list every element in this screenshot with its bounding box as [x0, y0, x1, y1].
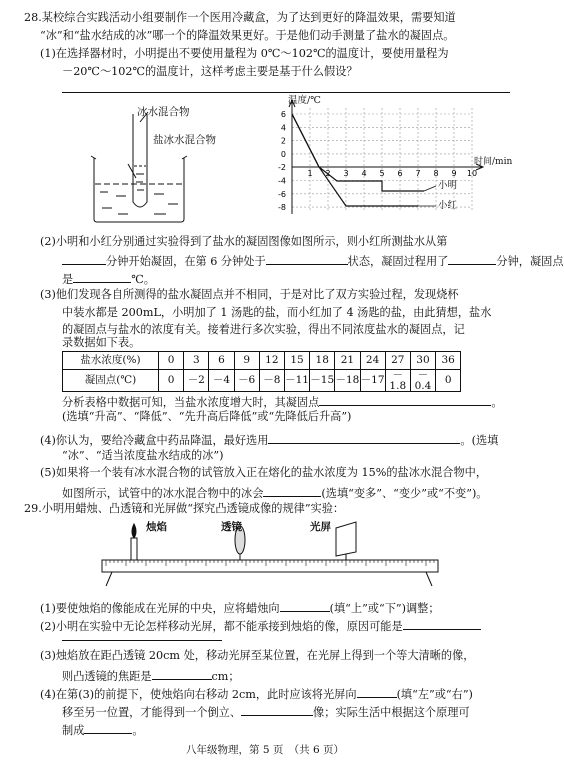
graph-x-tick: 2: [325, 169, 331, 178]
q28-part4-line2: “冰”、“适当浓度盐水结成的冰”): [62, 449, 224, 462]
answer-blank-ice-change[interactable]: [263, 485, 321, 497]
table-cell: 6: [209, 352, 234, 370]
answer-blank-start-minute[interactable]: [62, 253, 106, 265]
graph-x-tick: 9: [451, 169, 457, 178]
table-cell: 36: [436, 352, 461, 370]
q28-part2-line1: (2)小明和小红分别通过实验得到了盐水的凝固图像如图所示，则小红所测盐水从第: [40, 235, 448, 248]
graph-x-tick: 6: [397, 169, 403, 178]
beaker-label-salt-ice-water: 盐冰水混合物: [153, 134, 216, 146]
q28-part3-line6: (选填“升高”、“降低”、“先升高后降低”或“先降低后升高”): [62, 410, 352, 423]
graph-y-tick: -4: [278, 176, 286, 186]
table-cell: －15: [310, 370, 335, 392]
q29-part4-line2: 移至另一位置，才能得到一个倒立、 像；实际生活中根据这个原理可: [62, 706, 470, 719]
answer-blank-trend[interactable]: [319, 394, 491, 406]
table-cell: 30: [410, 352, 435, 370]
graph-x-tick: 10: [466, 169, 478, 178]
series-xiaohong: [292, 114, 421, 206]
graph-y-tick: 6: [280, 110, 286, 119]
graph-series-xiaoming: 小明: [438, 180, 458, 191]
graph-series-xiaohong: 小红: [438, 200, 458, 211]
answer-blank-reason[interactable]: [403, 618, 481, 630]
table-cell: 0: [159, 352, 184, 370]
concentration-table: [62, 351, 461, 392]
q28-part3-line5: 分析表格中数据可知，当盐水浓度增大时，其凝固点 。: [62, 396, 503, 409]
q28-part2-line3: 是 ℃。: [62, 273, 155, 286]
answer-blank-focal-length[interactable]: [152, 668, 212, 680]
table-header-freezing-point: 凝固点(℃): [63, 370, 159, 392]
q28-part1-answer-line[interactable]: [62, 92, 510, 93]
table-cell: －6: [234, 370, 259, 392]
q28-part3-line1: (3)他们发现各自所测得的盐水凝固点并不相同，于是对比了双方实验过程，发现烧杯: [40, 288, 459, 301]
answer-blank-best-choice[interactable]: [268, 432, 460, 444]
q28-part5-line1: (5)如果将一个装有冰水混合物的试管放入正在熔化的盐水浓度为 15%的盐冰水混合物中，: [40, 466, 488, 479]
graph-y-tick: -8: [278, 203, 286, 213]
table-cell: －2: [184, 370, 209, 392]
q29-part1: (1)要使烛焰的像能成在光屏的中央，应将蜡烛向 (填“上”或“下”)调整；: [40, 602, 440, 615]
table-cell: －4: [209, 370, 234, 392]
graph-x-tick: 1: [307, 169, 313, 178]
answer-blank-candle-direction[interactable]: [280, 600, 330, 612]
q29-part4-line3: 制成 。: [62, 724, 144, 737]
table-cell: 24: [360, 352, 385, 370]
q28-part3-line3: 的凝固点与盐水的浓度有关。接着进行多次实验，得出不同浓度盐水的凝固点，记: [62, 323, 465, 336]
graph-x-tick: 7: [415, 169, 421, 178]
q28-part2-line2: 分钟开始凝固，在第 6 分钟处于 状态，凝固过程用了 分钟，凝固点: [62, 253, 564, 267]
label-lens: 透镜: [221, 521, 242, 533]
graph-x-tick: 8: [433, 169, 439, 178]
answer-blank-duration[interactable]: [448, 253, 496, 265]
q29-intro: 29.小明用蜡烛、凸透镜和光屏做“探究凸透镜成像的规律”实验：: [24, 502, 345, 515]
q28-part5-line2: 如图所示，试管中的冰水混合物中的冰会 (选填“变多”、“变少”或“不变”)。: [62, 487, 488, 500]
table-cell: －8: [259, 370, 284, 392]
table-cell: 18: [310, 352, 335, 370]
q29-part3-line1: (3)烛焰放在距凸透镜 20cm 处，移动光屏至某位置，在光屏上得到一个等大清晰的像，: [40, 649, 475, 662]
table-cell: 3: [184, 352, 209, 370]
table-row-concentration: [63, 352, 461, 370]
answer-blank-application[interactable]: [84, 722, 132, 734]
beaker-label-ice-water: 冰水混合物: [137, 106, 190, 118]
table-row-freezing-point: [63, 370, 461, 392]
table-header-concentration: 盐水浓度(%): [63, 352, 159, 370]
table-cell: 21: [335, 352, 360, 370]
beaker-figure: [88, 104, 200, 224]
q29-part2: (2)小明在实验中无论怎样移动光屏，都不能承接到烛焰的像，原因可能是: [40, 618, 481, 632]
graph-y-tick: -2: [278, 163, 286, 173]
q28-part1-line2: －20℃～102℃的温度计，这样考虑主要是基于什么假设？: [62, 65, 358, 78]
graph-y-tick: 2: [280, 136, 286, 146]
graph-x-tick: 3: [343, 169, 349, 178]
answer-blank-state[interactable]: [266, 253, 348, 265]
q28-part4-line1: (4)你认为，要给冷藏盒中药品降温，最好选用 。(选填: [40, 434, 499, 447]
q29-part3-line2: 则凸透镜的焦距是 cm；: [62, 670, 240, 683]
q28-part3-line2: 中装水都是 200mL，小明加了 1 汤匙的盐，而小红加了 4 汤匙的盐，由此猜想，盐水: [62, 306, 492, 319]
table-cell: 0: [436, 370, 461, 392]
q28-intro-line1: 28.某校综合实践活动小组要制作一个医用冷藏盒，为了达到更好的降温效果，需要知道: [24, 11, 456, 24]
q28-intro-line2: “冰”和“盐水结成的冰”哪一个的降温效果更好。于是他们动手测量了盐水的凝固点。: [40, 29, 455, 42]
table-cell: －17: [360, 370, 385, 392]
table-cell: 15: [284, 352, 309, 370]
table-cell: 27: [385, 352, 410, 370]
answer-line-reason-continued[interactable]: [62, 640, 222, 641]
table-cell: －0.4: [410, 370, 435, 392]
answer-blank-freezing-point[interactable]: [73, 271, 131, 283]
page-footer: 八年级物理，第 5 页 （共 6 页）: [186, 744, 344, 756]
graph-y-tick: 0: [280, 149, 286, 159]
graph-y-tick: -6: [278, 189, 286, 199]
table-cell: －18: [335, 370, 360, 392]
table-cell: 12: [259, 352, 284, 370]
graph-y-tick: 4: [280, 123, 286, 133]
q29-part4-line1: (4)在第(3)的前提下，使烛焰向右移动 2cm，此时应该将光屏向 (填“左”或“右”): [40, 688, 473, 701]
answer-blank-screen-direction[interactable]: [357, 686, 397, 698]
graph-y-label: 温度/℃: [288, 95, 321, 106]
table-cell: 0: [159, 370, 184, 392]
table-cell: －1.8: [385, 370, 410, 392]
table-cell: －11: [284, 370, 309, 392]
label-candle: 烛焰: [146, 521, 167, 533]
label-screen: 光屏: [310, 521, 331, 533]
table-cell: 9: [234, 352, 259, 370]
q28-part3-line4: 录数据如下表。: [62, 336, 141, 349]
graph-x-tick: 5: [379, 169, 385, 178]
answer-blank-image-size[interactable]: [241, 704, 313, 716]
graph-x-tick: 4: [361, 169, 367, 178]
q28-part1-line1: (1)在选择器材时，小明提出不要使用量程为 0℃～102℃的温度计，要使用量程为: [40, 47, 449, 60]
graph-x-label: 时间/min: [474, 157, 513, 167]
